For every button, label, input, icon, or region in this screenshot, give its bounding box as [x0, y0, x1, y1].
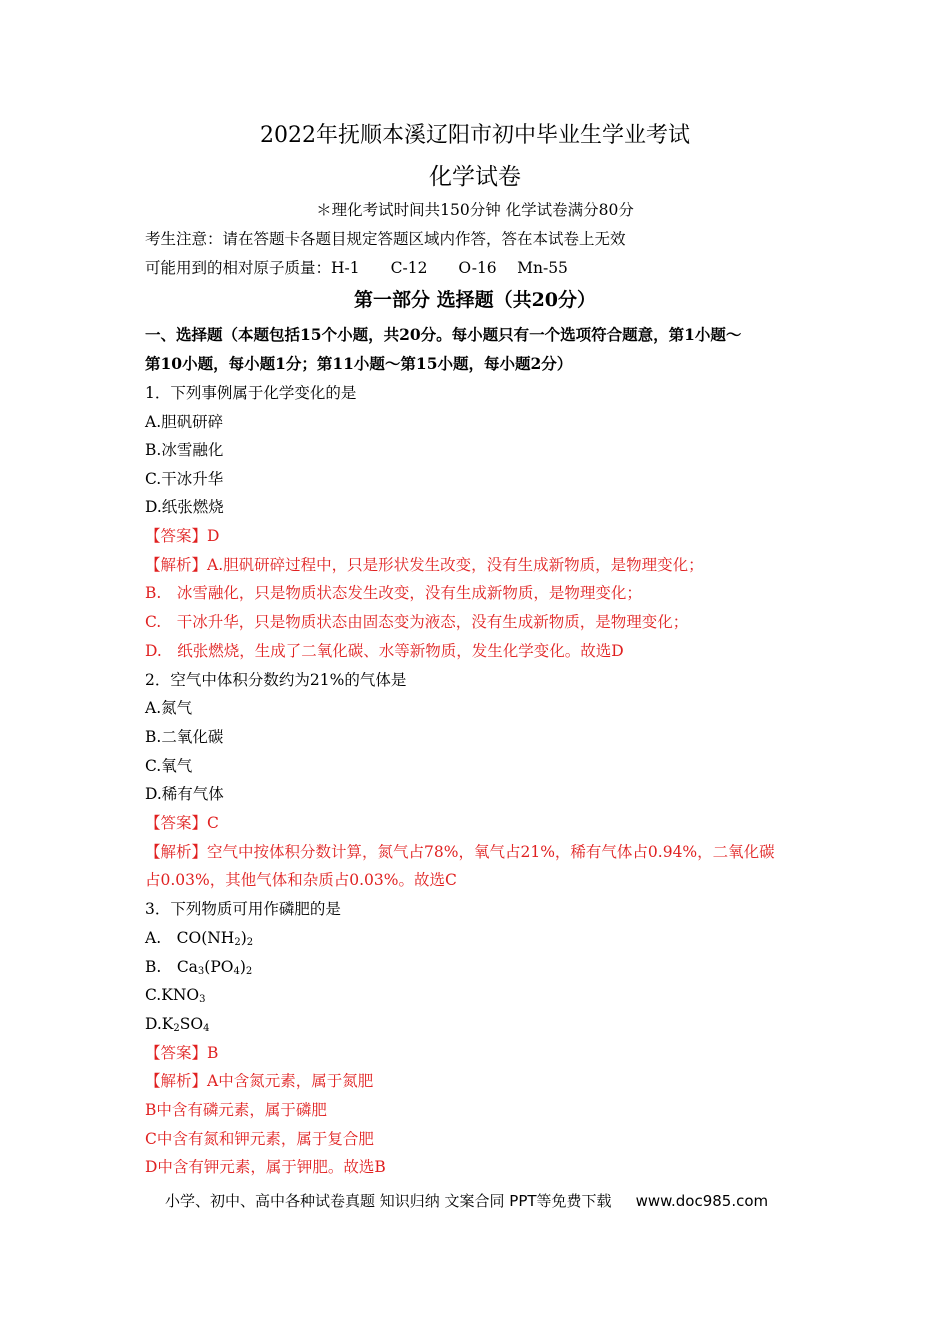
page-footer [165, 1190, 768, 1211]
q1-analysis-2: B. 冰雪融化，只是物质状态发生改变，没有生成新物质，是物理变化； [145, 584, 642, 602]
q2-analysis-1 [145, 842, 775, 862]
q2-analysis-label: 【解析】 [145, 843, 208, 861]
q2-option-d: D.稀有气体 [145, 785, 224, 803]
q3-option-c-sub: 3 [199, 994, 206, 1005]
q3-option-b-sub: 2 [245, 966, 253, 977]
q3-answer: 【答案】B [145, 1044, 219, 1062]
q3-analysis-text-1: A中含氮元素，属于氮肥 [207, 1072, 374, 1090]
atomic-mass-line: 可能用到的相对原子质量：H-1 C-12 O-16 Mn-55 [145, 259, 568, 277]
q1-analysis-1 [145, 555, 704, 575]
q3-analysis-2: B中含有磷元素，属于磷肥 [145, 1101, 327, 1119]
q3-option-b [145, 957, 252, 982]
q3-option-d-text: SO [179, 1015, 204, 1033]
exam-title: 2022年抚顺本溪辽阳市初中毕业生学业考试 [260, 123, 690, 148]
q1-option-b: B.冰雪融化 [145, 441, 224, 459]
footer-url[interactable]: www.doc985.com [635, 1192, 769, 1210]
q2-option-b: B.二氧化碳 [145, 728, 224, 746]
q3-option-d-text: D.K [145, 1015, 174, 1033]
q3-analysis-3: C中含有氮和钾元素，属于复合肥 [145, 1130, 374, 1148]
q3-option-c-text: C.KNO [145, 986, 200, 1004]
q2-option-c: C.氧气 [145, 757, 193, 775]
q3-option-d-sub: 4 [203, 1023, 210, 1034]
q3-stem: 3．下列物质可用作磷肥的是 [145, 900, 341, 918]
q1-analysis-text-1: A.胆矾研碎过程中，只是形状发生改变，没有生成新物质，是物理变化； [207, 556, 704, 574]
q2-answer: 【答案】C [145, 814, 219, 832]
q3-option-d [145, 1014, 209, 1039]
q3-option-d-sub: 2 [173, 1023, 180, 1034]
section-instructions-2: 第10小题，每小题1分；第11小题～第15小题，每小题2分） [145, 354, 573, 373]
q1-analysis-3: C. 干冰升华，只是物质状态由固态变为液态，没有生成新物质，是物理变化； [145, 613, 689, 631]
q3-option-b-paren: ) [239, 958, 246, 976]
q3-option-b-text: B. Ca [145, 958, 198, 976]
q1-stem: 1．下列事例属于化学变化的是 [145, 384, 357, 402]
section-heading: 第一部分 选择题（共20分） [353, 289, 597, 311]
candidate-notice: 考生注意：请在答题卡各题目规定答题区域内作答，答在本试卷上无效 [145, 230, 626, 248]
q3-option-b-sub: 4 [233, 966, 240, 977]
q3-option-a-sub: 2 [234, 937, 241, 948]
section-instructions-1: 一、选择题（本题包括15个小题，共20分。每小题只有一个选项符合题意，第1小题～ [145, 325, 742, 344]
q2-option-a: A.氮气 [145, 699, 193, 717]
q1-analysis-label: 【解析】 [145, 556, 208, 574]
q3-option-a [145, 928, 253, 953]
q3-option-a-text: A. CO(NH [145, 929, 235, 947]
q3-option-b-text: (PO [204, 958, 234, 976]
exam-time-note: ＊理化考试时间共150分钟 化学试卷满分80分 [316, 201, 634, 219]
q2-analysis-text-1: 空气中按体积分数计算，氮气占78%，氧气占21%，稀有气体占0.94%，二氧化碳 [207, 843, 775, 861]
q3-option-a-sub: 2 [246, 937, 254, 948]
q3-analysis-4: D中含有钾元素，属于钾肥。故选B [145, 1158, 386, 1176]
footer-text: 小学、初中、高中各种试卷真题 知识归纳 文案合同 PPT等免费下载 [165, 1192, 612, 1210]
q2-stem: 2．空气中体积分数约为21%的气体是 [145, 671, 407, 689]
q3-option-a-paren: ) [240, 929, 247, 947]
q1-option-c: C.干冰升华 [145, 470, 224, 488]
q1-answer: 【答案】D [145, 527, 220, 545]
q3-option-b-sub: 3 [197, 966, 205, 977]
q1-option-a: A.胆矾研碎 [145, 413, 224, 431]
q3-option-c [145, 985, 205, 1010]
q3-analysis-1 [145, 1071, 373, 1091]
q1-analysis-4: D. 纸张燃烧，生成了二氧化碳、水等新物质，发生化学变化。故选D [145, 642, 624, 660]
q2-analysis-2: 占0.03%，其他气体和杂质占0.03%。故选C [145, 871, 457, 889]
q3-analysis-label: 【解析】 [145, 1072, 208, 1090]
q1-option-d: D.纸张燃烧 [145, 498, 224, 516]
exam-subtitle: 化学试卷 [429, 164, 521, 190]
